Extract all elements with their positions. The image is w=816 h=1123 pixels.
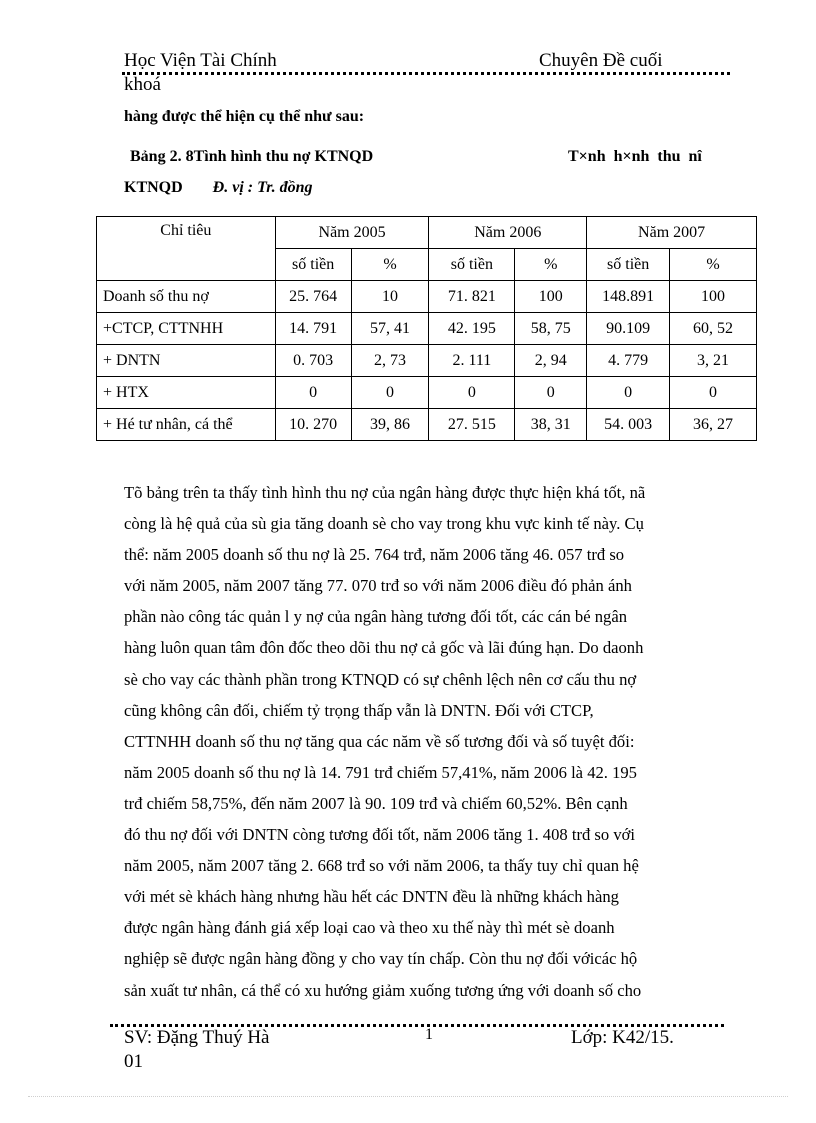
body-line: CTTNHH doanh số thu nợ tăng qua các năm về số tương đối và số tuyệt đối: [124,731,635,751]
body-line: còng là hệ quả của sù gia tăng doanh sè cho vay trong khu vực kinh tế này. Cụ [124,514,644,534]
header-school-name: Học Viện Tài Chính [124,50,277,71]
cell-value: 3, 21 [670,345,757,377]
body-line: trđ chiếm 58,75%, đến năm 2007 là 90. 109 trđ và chiếm 60,52%. Bên cạnh [124,793,628,813]
row-label: + DNTN [97,345,276,377]
table-unit-label: Đ. vị : Tr. đồng [212,179,313,196]
table-row [97,409,757,441]
cell-value: 4. 779 [587,345,670,377]
cell-value: 38, 31 [515,409,587,441]
header-year-2007: Năm 2007 [587,217,757,249]
cell-value: 0. 703 [275,345,351,377]
row-label: Doanh số thu nợ [97,281,276,313]
body-line: với năm 2005, năm 2007 tăng 77. 070 trđ so với năm 2006 điều đó phản ánh [124,576,632,596]
cell-value: 90.109 [587,313,670,345]
body-line: cũng không cân đối, chiếm tỷ trọng thấp vẫn là DNTN. Đối với CTCP, [124,700,594,720]
footer-class: Lớp: K42/15. [571,1027,674,1048]
body-line: đó thu nợ đối với DNTN còng tương đối tốt, năm 2006 tăng 1. 408 trđ so với [124,825,635,845]
footer-page-number: 1 [425,1026,433,1043]
cell-value: 14. 791 [275,313,351,345]
table-row [97,281,757,313]
header-year-2005: Năm 2005 [275,217,429,249]
subheader-percent: % [515,249,587,281]
cell-value: 100 [670,281,757,313]
cell-value: 10. 270 [275,409,351,441]
subheader-amount: số tiền [275,249,351,281]
cell-value: 148.891 [587,281,670,313]
cell-value: 2. 111 [429,345,515,377]
body-line: năm 2005 doanh số thu nợ là 14. 791 trđ chiếm 57,41%, năm 2006 là 42. 195 [124,762,637,782]
header-document-type-wrap: khoá [124,74,161,95]
cell-value: 71. 821 [429,281,515,313]
body-line: phần nào công tác quản l y nợ của ngân hàng tương đối tốt, các cán bé ngân [124,607,627,627]
subheader-amount: số tiền [587,249,670,281]
cell-value: 25. 764 [275,281,351,313]
cell-value: 100 [515,281,587,313]
subheader-percent: % [351,249,429,281]
footer-class-wrap: 01 [124,1051,143,1072]
subheader-amount: số tiền [429,249,515,281]
cell-value: 0 [351,377,429,409]
body-line: Tõ bảng trên ta thấy tình hình thu nợ của ngân hàng được thực hiện khá tốt, nã [124,483,646,502]
footer-student-name: SV: Đặng Thuý Hà [124,1027,270,1048]
cell-value: 0 [670,377,757,409]
cell-value: 54. 003 [587,409,670,441]
table-caption-title: Bảng 2. 8Tình hình thu nợ KTNQD [130,148,374,165]
body-line: năm 2005, năm 2007 tăng 2. 668 trđ so với năm 2006, ta thấy tuy chỉ quan hệ [124,856,639,876]
intro-sentence: hàng được thể hiện cụ thể như sau: [124,108,365,125]
cell-value: 57, 41 [351,313,429,345]
cell-value: 2, 94 [515,345,587,377]
body-line: nghiệp sẽ được ngân hàng đồng y cho vay tín chấp. Còn thu nợ đối vớicác hộ [124,949,638,969]
table-header-row [97,217,757,249]
header-chitieu: Chỉ tiêu [97,217,276,281]
cell-value: 39, 86 [351,409,429,441]
table-row [97,377,757,409]
body-paragraph [124,477,728,1006]
table-caption-garbled: T×nh h×nh thu nî [568,148,702,165]
page-bottom-edge [28,1096,788,1097]
body-line: hàng luôn quan tâm đôn đốc theo dõi thu nợ cả gốc và lãi đúng hạn. Do daonh [124,638,644,658]
row-label: +CTCP, CTTNHH [97,313,276,345]
table-row [97,313,757,345]
cell-value: 0 [275,377,351,409]
cell-value: 0 [515,377,587,409]
table-row [97,345,757,377]
cell-value: 27. 515 [429,409,515,441]
cell-value: 42. 195 [429,313,515,345]
table-caption-line2 [124,179,313,197]
cell-value: 0 [587,377,670,409]
cell-value: 0 [429,377,515,409]
body-line: sè cho vay các thành phần trong KTNQD có sự chênh lệch nên cơ cấu thu nợ [124,669,637,689]
row-label: + HTX [97,377,276,409]
header-year-2006: Năm 2006 [429,217,587,249]
body-line: sản xuất tư nhân, cá thể có xu hướng giảm xuống tương ứng với doanh số cho [124,980,642,1000]
cell-value: 36, 27 [670,409,757,441]
subheader-percent: % [670,249,757,281]
debt-collection-table [96,216,757,441]
body-line: với mét sè khách hàng nhưng hầu hết các DNTN đều là những khách hàng [124,887,619,907]
row-label: + Hé tư nhân, cá thể [97,409,276,441]
cell-value: 10 [351,281,429,313]
header-document-type: Chuyên Đề cuối [539,50,663,71]
header-divider [122,72,730,75]
cell-value: 58, 75 [515,313,587,345]
cell-value: 2, 73 [351,345,429,377]
cell-value: 60, 52 [670,313,757,345]
body-line: được ngân hàng đánh giá xếp loại cao và theo xu thế này thì mét sè doanh [124,918,615,938]
body-line: thể: năm 2005 doanh số thu nợ là 25. 764 trđ, năm 2006 tăng 46. 057 trđ so [124,545,625,565]
table-caption-ktnqd: KTNQD [124,179,183,196]
